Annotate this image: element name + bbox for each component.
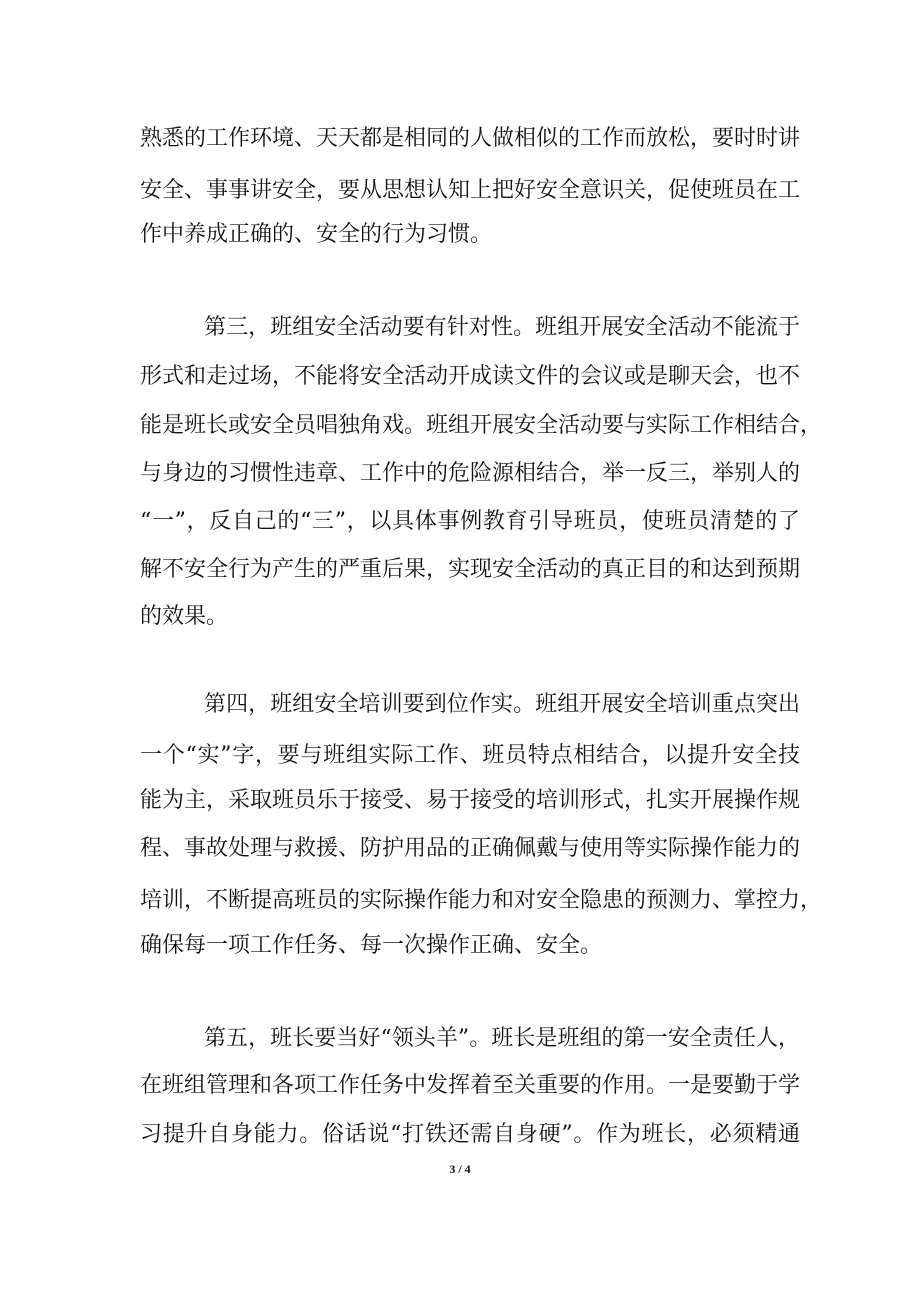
text-line: 第五，班长要当好“领头羊”。班长是班组的第一安全责任人， [204,1026,800,1051]
text-line: 解不安全行为产生的严重后果，实现安全活动的真正目的和达到预期 [140,557,801,582]
text-line: 安全、事事讲安全，要从思想认知上把好安全意识关，促使班员在工 [140,178,801,203]
text-line: 与身边的习惯性违章、工作中的危险源相结合，举一反三，举别人的 [140,461,801,486]
text-line: 一个“实”字，要与班组实际工作、班员特点相结合，以提升安全技 [140,743,800,768]
page-number: 3 / 4 [449,1162,471,1176]
text-line: 在班组管理和各项工作任务中发挥着至关重要的作用。一是要勤于学 [140,1073,801,1098]
text-line: 第四，班组安全培训要到位作实。班组开展安全培训重点突出 [204,692,800,717]
text-line: 程、事故处理与救援、防护用品的正确佩戴与使用等实际操作能力的 [140,836,801,861]
text-line: 熟悉的工作环境、天天都是相同的人做相似的工作而放松，要时时讲 [140,126,801,151]
text-line: 的效果。 [140,604,229,629]
text-line: 能是班长或安全员唱独角戏。班组开展安全活动要与实际工作相结合， [140,413,823,438]
text-line: 确保每一项工作任务、每一次操作正确、安全。 [140,933,603,958]
text-line: 培训，不断提高班员的实际操作能力和对安全隐患的预测力、掌控力， [140,888,823,913]
text-line: 习提升自身能力。俗话说“打铁还需自身硬”。作为班长，必须精通 [140,1122,800,1147]
text-line: 作中养成正确的、安全的行为习惯。 [140,222,493,247]
text-line: 第三，班组安全活动要有针对性。班组开展安全活动不能流于 [204,315,800,340]
text-line: 形式和走过场，不能将安全活动开成读文件的会议或是聊天会，也不 [140,364,801,389]
text-line: 能为主，采取班员乐于接受、易于接受的培训形式，扎实开展操作规 [140,788,801,813]
text-line: “一”，反自己的“三”，以具体事例教育引导班员，使班员清楚的了 [140,509,800,534]
